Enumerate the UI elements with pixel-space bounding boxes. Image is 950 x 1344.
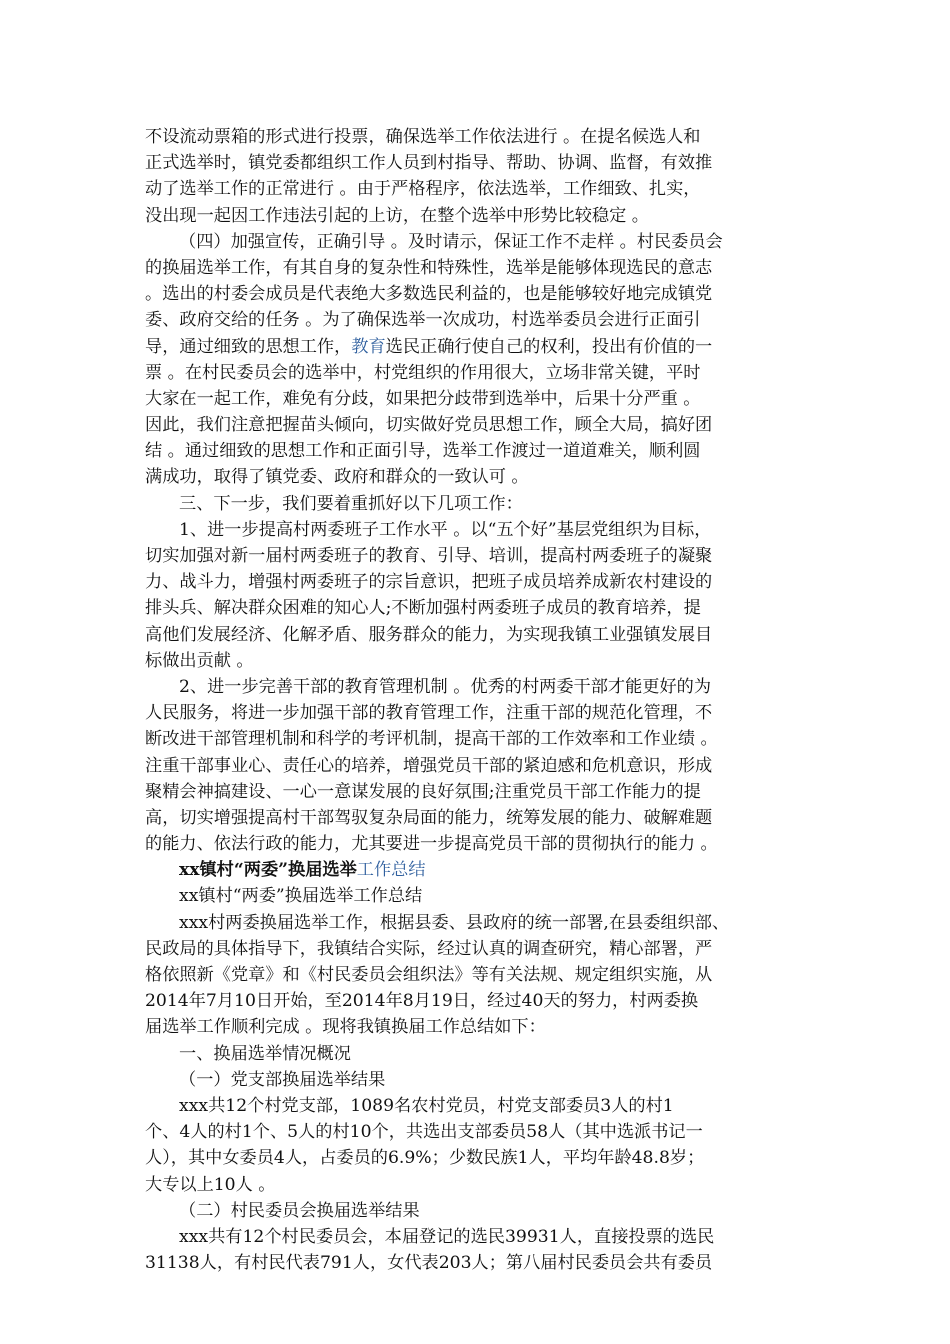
text-line: xxx村两委换届选举工作，根据县委、县政府的统一部署,在县委组织部、 xyxy=(179,912,730,933)
text-line: （一）党支部换届选举结果 xyxy=(179,1069,386,1090)
text-line: 31138人，有村民代表791人，女代表203人；第八届村民委员会共有委员 xyxy=(145,1253,713,1274)
text-line: 大家在一起工作，难免有分歧，如果把分歧带到选举中，后果十分严重 。 xyxy=(145,388,701,409)
text-line: 委、政府交给的任务 。为了确保选举一次成功，村选举委员会进行正面引 xyxy=(145,310,701,331)
text-line: 高他们发展经济、化解矛盾、服务群众的能力，为实现我镇工业强镇发展目 xyxy=(145,624,713,645)
text-line: 。选出的村委会成员是代表绝大多数选民利益的，也是能够较好地完成镇党 xyxy=(145,284,713,305)
text-line: 人民服务，将进一步加强干部的教育管理工作，注重干部的规范化管理，不 xyxy=(145,703,713,724)
text-line: xxx共12个村党支部，1089名农村党员，村党支部委员3人的村1 xyxy=(179,1095,674,1116)
text-line: （四）加强宣传，正确引导 。及时请示，保证工作不走样 。村民委员会 xyxy=(179,231,723,252)
text-line: 正式选举时，镇党委都组织工作人员到村指导、帮助、协调、监督，有效推 xyxy=(145,153,713,174)
text-segment: 选民正确行使自己的权利，投出有价值的一 xyxy=(385,336,713,357)
text-line: 排头兵、解决群众困难的知心人;不断加强村两委班子成员的教育培养，提 xyxy=(145,598,701,619)
text-line xyxy=(145,334,805,360)
text-line: 2、进一步完善干部的教育管理机制 。优秀的村两委干部才能更好的为 xyxy=(179,676,712,697)
inline-link[interactable]: 工作总结 xyxy=(356,860,426,881)
document-body xyxy=(145,124,805,1276)
inline-link[interactable]: 教育 xyxy=(351,336,386,357)
text-line: 没出现一起因工作违法引起的上访，在整个选举中形势比较稳定 。 xyxy=(145,205,649,226)
text-line: 因此，我们注意把握苗头倾向，切实做好党员思想工作，顾全大局，搞好团 xyxy=(145,415,713,436)
text-line: 格依照新《党章》和《村民委员会组织法》等有关法规、规定组织实施，从 xyxy=(145,965,713,985)
text-line: 高，切实增强提高村干部驾驭复杂局面的能力，统筹发展的能力、破解难题 xyxy=(145,807,713,828)
text-line: 的换届选举工作，有其自身的复杂性和特殊性，选举是能够体现选民的意志 xyxy=(145,257,713,278)
text-line: 1、进一步提高村两委班子工作水平 。以“五个好”基层党组织为目标， xyxy=(179,519,712,540)
text-line: 民政局的具体指导下，我镇结合实际，经过认真的调查研究，精心部署，严 xyxy=(145,938,713,959)
text-line: 断改进干部管理机制和科学的考评机制，提高干部的工作效率和工作业绩 。 xyxy=(145,729,718,750)
text-line: 聚精会神搞建设、一心一意谋发展的良好氛围;注重党员干部工作能力的提 xyxy=(145,781,701,802)
text-segment: 导，通过细致的思想工作， xyxy=(145,336,352,357)
text-segment: xx镇村“两委”换届选举 xyxy=(179,860,357,881)
text-line: 一、换届选举情况概况 xyxy=(179,1043,351,1064)
text-line: xxx共有12个村民委员会，本届登记的选民39931人，直接投票的选民 xyxy=(179,1226,715,1247)
text-line: 大专以上10人 。 xyxy=(145,1174,276,1195)
text-line: 2014年7月10日开始，至2014年8月19日，经过40天的努力，村两委换 xyxy=(145,991,699,1012)
text-line: （二）村民委员会换届选举结果 xyxy=(179,1200,420,1221)
text-line: 届选举工作顺利完成 。现将我镇换届工作总结如下： xyxy=(145,1017,546,1038)
section-heading xyxy=(145,857,805,883)
text-line: 结 。通过细致的思想工作和正面引导，选举工作渡过一道道难关，顺利圆 xyxy=(145,441,701,462)
text-line: 力、战斗力，增强村两委班子的宗旨意识，把班子成员培养成新农村建设的 xyxy=(145,572,713,593)
text-line: 三、下一步，我们要着重抓好以下几项工作： xyxy=(179,493,523,514)
text-line: 票 。在村民委员会的选举中，村党组织的作用很大，立场非常关键，平时 xyxy=(145,362,701,383)
text-line: 的能力、依法行政的能力，尤其要进一步提高党员干部的贯彻执行的能力 。 xyxy=(145,834,718,855)
text-line: 不设流动票箱的形式进行投票，确保选举工作依法进行 。在提名候选人和 xyxy=(145,127,701,147)
text-line: 切实加强对新一届村两委班子的教育、引导、培训，提高村两委班子的凝聚 xyxy=(145,546,713,566)
text-line: 满成功，取得了镇党委、政府和群众的一致认可 。 xyxy=(145,467,529,488)
text-line: 人），其中女委员4人，占委员的6.9%；少数民族1人，平均年龄48.8岁； xyxy=(145,1148,705,1169)
text-line: 个、4人的村1个、5人的村10个，共选出支部委员58人（其中选派书记一 xyxy=(145,1122,703,1143)
text-line: 标做出贡献 。 xyxy=(145,650,254,671)
text-line: 注重干部事业心、责任心的培养，增强党员干部的紧迫感和危机意识，形成 xyxy=(145,755,713,776)
text-line: xx镇村“两委”换届选举工作总结 xyxy=(179,886,423,907)
text-line: 动了选举工作的正常进行 。由于严格程序，依法选举，工作细致、扎实， xyxy=(145,179,701,200)
